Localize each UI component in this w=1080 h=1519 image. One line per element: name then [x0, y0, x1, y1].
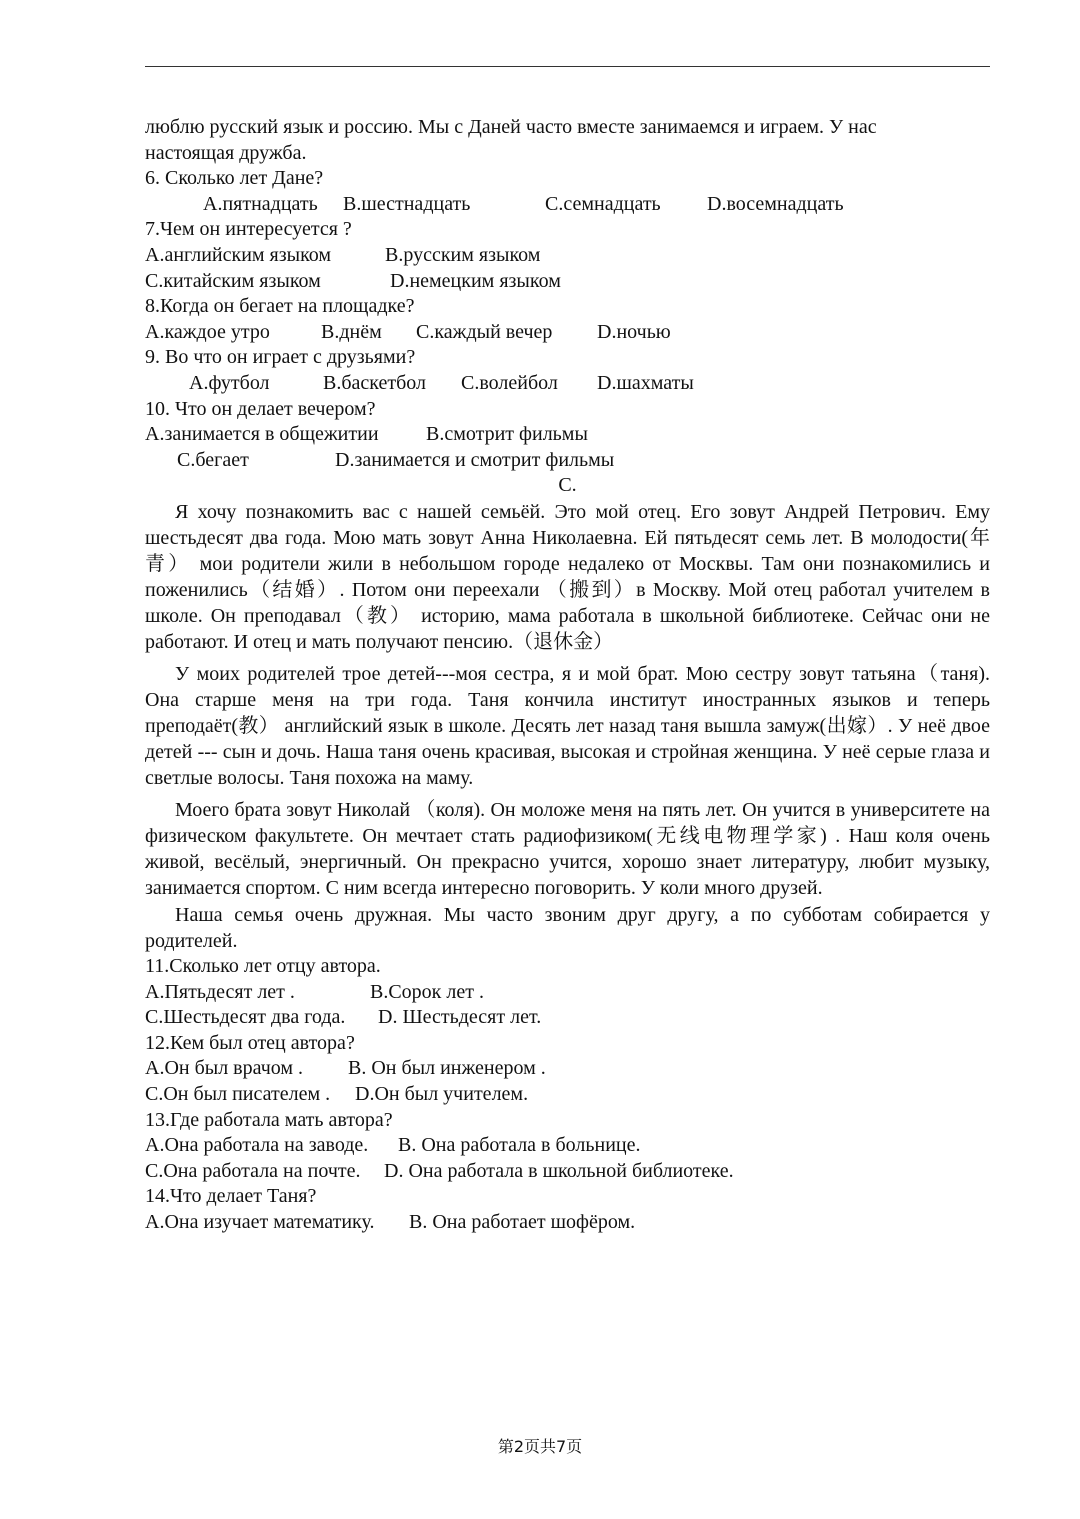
option-11c: C.Шестьдесят два года. [145, 1006, 346, 1029]
options-11-row2 [145, 1005, 990, 1031]
question-7: 7.Чем он интересуется ? [145, 218, 352, 241]
option-7a: A.английским языком [145, 243, 332, 266]
option-11b: B.Сорок лет . [370, 980, 484, 1003]
options-10-row1 [145, 422, 990, 448]
question-10: 10. Что он делает вечером? [145, 397, 376, 420]
options-7-row2 [145, 269, 990, 295]
option-6d: D.восемнадцать [707, 192, 844, 215]
question-9: 9. Во что он играет с друзьями? [145, 346, 416, 369]
option-10c: C.бегает [177, 448, 249, 471]
intro-line-2: настоящая дружба. [145, 141, 307, 164]
options-12-row2 [145, 1082, 990, 1108]
question-11: 11.Сколько лет отцу автора. [145, 955, 381, 978]
options-12-row1 [145, 1056, 990, 1082]
options-9 [145, 371, 990, 397]
options-11-row1 [145, 980, 990, 1006]
passage-paragraph-2 [145, 661, 990, 791]
page-content [145, 115, 990, 1236]
section-c-label: C. [558, 474, 577, 497]
options-6 [145, 192, 990, 218]
option-8d: D.ночью [597, 320, 671, 343]
options-13-row2 [145, 1159, 990, 1185]
option-9d: D.шахматы [597, 371, 694, 394]
passage-p2-text: У моих родителей трое детей---моя сестра, я и мой брат. Мою сестру зовут татьяна（таня). Она старше меня на три года. Таня кончила институт иностранных языков и теперь преподаёт(教） английский язык в школе. Десять лет назад таня вышла замуж(出嫁）. У неё двое детей --- сын и дочь. Наша таня очень красивая, высокая и стройная женщина. У неё серые глаза и светлые волосы. Таня похожа на маму. [145, 662, 990, 789]
option-12c: C.Он был писателем . [145, 1083, 331, 1106]
option-8a: A.каждое утро [145, 320, 270, 343]
options-8 [145, 320, 990, 346]
option-14b: B. Она работает шофёром. [409, 1211, 636, 1234]
option-10b: B.смотрит фильмы [426, 423, 588, 446]
option-12a: A.Он был врачом . [145, 1057, 304, 1080]
passage-paragraph-3 [145, 797, 990, 901]
intro-line-1: люблю русский язык и россию. Мы с Даней часто вместе занимаемся и играем. У нас [145, 116, 877, 138]
options-13-row1 [145, 1133, 990, 1159]
option-6c: C.семнадцать [545, 192, 661, 215]
option-13c: C.Она работала на почте. [145, 1159, 361, 1182]
option-9a: A.футбол [189, 371, 270, 394]
options-14-row1 [145, 1210, 990, 1236]
options-10-row2 [145, 448, 990, 474]
question-12: 12.Кем был отец автора? [145, 1031, 355, 1054]
option-13d: D. Она работала в школьной библиотеке. [384, 1159, 734, 1182]
option-7c: C.китайским языком [145, 269, 321, 292]
page-number-footer: 第2页共7页 [497, 1437, 583, 1456]
option-11d: D. Шестьдесят лет. [378, 1006, 542, 1029]
option-12d: D.Он был учителем. [355, 1083, 529, 1106]
option-7b: B.русским языком [385, 243, 541, 266]
passage-paragraph-1 [145, 499, 990, 655]
option-13a: A.Она работала на заводе. [145, 1134, 369, 1157]
question-8: 8.Когда он бегает на площадке? [145, 295, 415, 318]
option-10d: D.занимается и смотрит фильмы [335, 448, 615, 471]
question-14: 14.Что делает Таня? [145, 1185, 317, 1208]
option-7d: D.немецким языком [390, 269, 561, 292]
passage-p3-text: Моего брата зовут Николай （коля). Он моложе меня на пять лет. Он учится в университете на физическом факультете. Он мечтает стать радиофизиком(无线电物理学家) . Наш коля очень живой, весёлый, энергичный. Он прекрасно учится, хорошо знает литературу, любит музыку, занимается спортом. С ним всегда интересно поговорить. У коли много друзей. [145, 798, 990, 899]
question-6: 6. Сколько лет Дане? [145, 167, 324, 190]
option-11a: A.Пятьдесят лет . [145, 980, 295, 1003]
header-rule [145, 66, 990, 67]
option-14a: A.Она изучает математику. [145, 1211, 375, 1234]
options-7-row1 [145, 243, 990, 269]
option-6b: B.шестнадцать [343, 192, 471, 215]
passage-p4-text: Наша семья очень дружная. Мы часто звоним друг другу, а по субботам собирается у родителей. [145, 903, 990, 952]
option-10a: A.занимается в общежитии [145, 423, 379, 446]
option-8c: C.каждый вечер [416, 320, 553, 343]
option-9c: C.волейбол [461, 371, 558, 394]
option-8b: B.днём [321, 320, 382, 343]
option-13b: B. Она работала в больнице. [398, 1134, 641, 1157]
option-9b: B.баскетбол [323, 371, 426, 394]
passage-p1-text: Я хочу познакомить вас с нашей семьёй. Это мой отец. Его зовут Андрей Петрович. Ему шестьдесят два года. Мою мать зовут Анна Николаевна. Ей пятьдесят семь лет. В молодости(年青） мои родители жили в небольшом городе недалеко от Москвы. Там они познакомились и поженились（结婚）. Потом они переехали （搬到）в Москву. Мой отец работал учителем в школе. Он преподавал（教） историю, мама работала в школьной библиотеке. Сейчас они не работают. И отец и мать получают пенсию.（退休金） [145, 500, 990, 653]
question-13: 13.Где работала мать автора? [145, 1108, 393, 1131]
option-6a: A.пятнадцать [203, 192, 318, 215]
option-12b: B. Он был инженером . [348, 1057, 546, 1080]
passage-paragraph-4 [145, 903, 990, 954]
